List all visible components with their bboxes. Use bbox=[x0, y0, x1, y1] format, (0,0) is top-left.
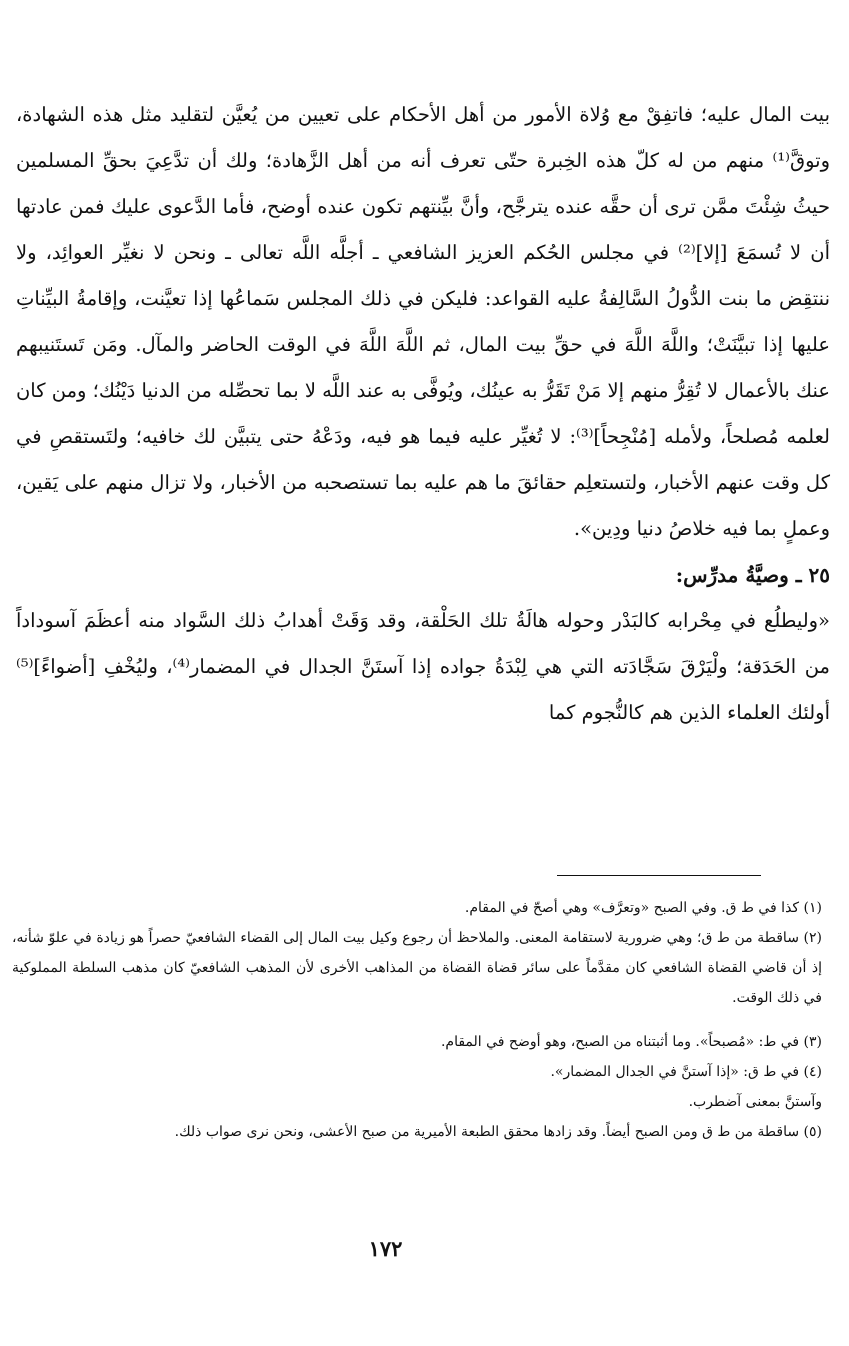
paragraph-2: «وليطلُع في مِحْرابه كالبَدْر وحوله هالَةُ تلك الحَلْقة، وقد وَقَتْ أهدابُ ذلك السَّواد منه أعظَمَ آسوداداً من الحَدَقة؛ ولْيَرْقَ سَجَّادَته التي هي لِبْدَةُ جواده إذا آستَنَّ الجدال في المضمار⁽⁴⁾، وليُخْفِ [أضواءً]⁽⁵⁾ أولئك العلماء الذين هم كالنُّجوم كما bbox=[16, 609, 830, 724]
paragraph-1: بيت المال عليه؛ فاتفِقْ مع وُلاة الأمور من أهل الأحكام على تعيين من يُعيَّن لتقليد مثل هذه الشهادة، وتوقَّ⁽¹⁾ منهم من له كلّ هذه الخِبرة حتّى تعرف أنه من أهل الزَّهادة؛ ولك أن تدَّعِيَ بحقِّ المسلمين حيثُ شِئْتَ ممَّن ترى أن حقَّه عنده يترجَّح، وأنَّ بيِّنتهم تكون عنده أوضح، فأما الدَّعوى عليك فمن عادتها أن لا تُسمَعَ [إلا]⁽²⁾ في مجلس الحُكم العزيز الشافعي ـ أجلَّه اللَّه تعالى ـ ونحن لا نغيِّر العوائِد، ولا ننتقِض ما بنت الدُّولُ السَّالِفةُ عليه القواعد: فليكن في ذلك المجلس سَماعُها إذا تعيَّنت، وإقامةُ البيِّناتِ عليها إذا تبيَّنَتْ؛ واللَّهَ اللَّهَ في حقِّ بيت المال، ثم اللَّهَ اللَّهَ في الوقت الحاضر والمآل. ومَن تَستَنيبهم عنك بالأعمال لا تُقِرُّ منهم إلا مَنْ تَقَرُّ به عينُك، ويُوفَّى به عند اللَّه لا بما تحصِّله من الدنيا دَيْنُك؛ ومن كان لعلمه مُصلحاً، ولأمله [مُنْجِحاً]⁽³⁾: لا تُغيِّر عليه فيما هو فيه، ودَعْهُ حتى يتبيَّن لك خافيه؛ ولتَستقصِ في كل وقت عنهم الأخبار، ولتستعلِم حقائقَ ما هم عليه بما تستصحبه من الأخبار، ولا تزال منهم على يَقين، وعملٍ بما فيه خلاصُ دنيا ودِين». bbox=[15, 103, 830, 540]
footnotes-block bbox=[12, 893, 822, 1147]
section-heading: ٢٥ ـ وصيَّةُ مدرِّس: bbox=[675, 563, 830, 587]
main-text-block bbox=[16, 92, 830, 736]
footnote-5: (٥) ساقطة من ط ق ومن الصبح أيضاً. وقد زادها محقق الطبعة الأميرية من صبح الأعشى، ونحن نرى صواب ذلك. bbox=[174, 1124, 822, 1140]
footnote-4-continuation: وآستنَّ بمعنى آضطرب. bbox=[688, 1094, 822, 1110]
footnote-4: (٤) في ط ق: «إذا آستنَّ في الجدال المضمار». bbox=[550, 1064, 822, 1080]
footnote-3: (٣) في ط: «مُصبحاً». وما أثبتناه من الصبح، وهو أوضح في المقام. bbox=[440, 1034, 822, 1050]
page-number: ١٧٢ bbox=[368, 1236, 403, 1261]
footnote-divider bbox=[557, 875, 761, 876]
footnote-2: (٢) ساقطة من ط ق؛ وهي ضرورية لاستقامة المعنى. والملاحظ أن رجوع وكيل بيت المال إلى القضاء الشافعيّ حصراً هو زيادة في علوّ شأنه، إذ أن قاضي القضاة الشافعي كان مقدَّماً على سائر قضاة القضاة من المذاهب الأخرى لأن المذهب الشافعيّ كان مذهب السلطة المملوكية في ذلك الوقت. bbox=[12, 930, 822, 1006]
footnote-1: (١) كذا في ط ق. وفي الصبح «وتعرَّف» وهي أصحّ في المقام. bbox=[464, 900, 822, 916]
